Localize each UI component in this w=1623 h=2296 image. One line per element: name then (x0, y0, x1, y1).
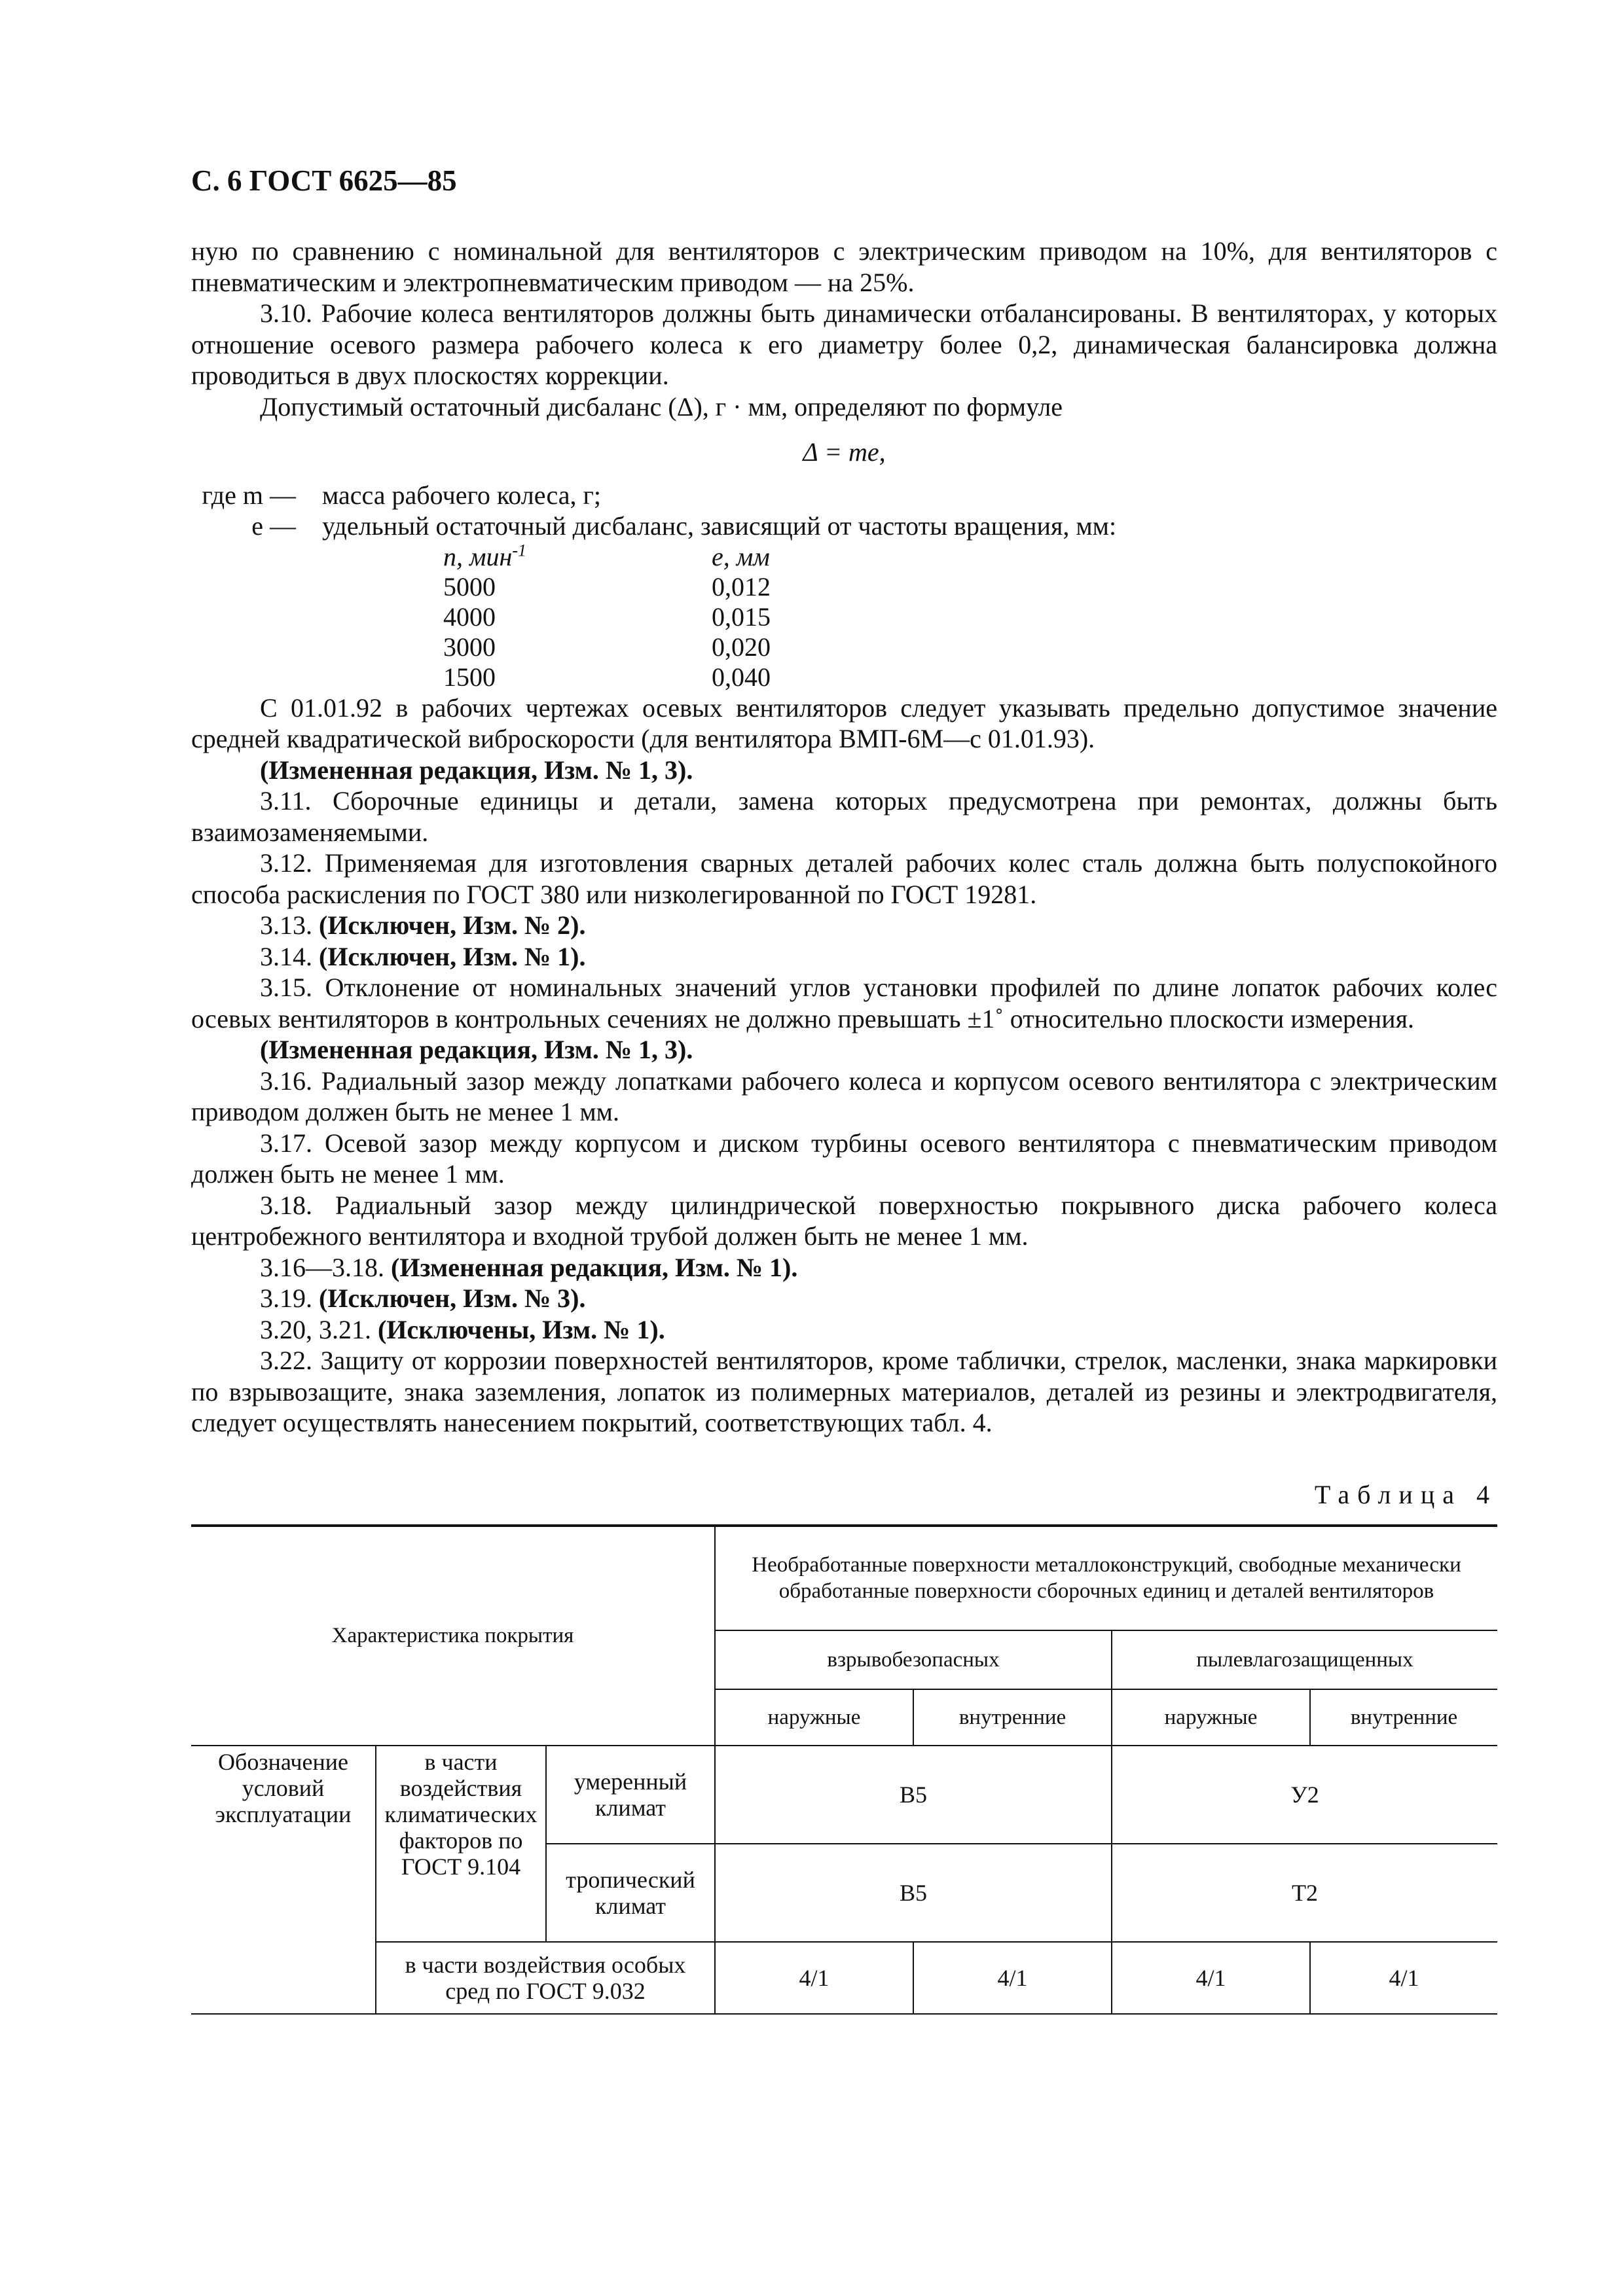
table-caption: Таблица 4 (1314, 1479, 1497, 1509)
header-coating-characteristic: Характеристика покрытия (191, 1526, 715, 1746)
value-special: 4/1 (1112, 1942, 1310, 2014)
definition-text: масса рабочего колеса, г; (322, 480, 601, 510)
paragraph-3-18: 3.18. Радиальный зазор между цилиндрической поверхностью покрывного диска рабочего колеса центробежного вентилятора и входной трубой должен быть не менее 1 мм. (191, 1190, 1497, 1251)
paragraph-3-14: 3.14. (Исключен, Изм. № 1). (260, 941, 586, 971)
definition-e (191, 511, 1497, 542)
paragraph-residual-imbalance: Допустимый остаточный дисбаланс (Δ), г · мм, определяют по формуле (260, 391, 1063, 422)
lookup-row: 4000 0,015 (443, 601, 771, 632)
row-climatic-factors: в части воздействия климатических факторов по ГОСТ 9.104 (376, 1746, 546, 1942)
coating-table (191, 1524, 1497, 2015)
value-special: 4/1 (715, 1942, 913, 2014)
value-special: 4/1 (1310, 1942, 1497, 2014)
row-moderate-climate: умеренный климат (546, 1746, 715, 1844)
value-special: 4/1 (913, 1942, 1112, 2014)
paragraph-3-13: 3.13. (Исключен, Изм. № 2). (260, 910, 586, 940)
header-outer: наружные (715, 1689, 913, 1746)
lookup-header-n: n, мин$^{-1}$ (443, 541, 527, 571)
formula: Δ = me, (803, 437, 886, 467)
paragraph-3-15: 3.15. Отклонение от номинальных значений углов установки профилей по длине лопаток рабочих колес осевых вентиляторов в контрольных сечениях не должно превышать ±1˚ относительно плоскости измерения. (191, 973, 1497, 1033)
edition-note: (Измененная редакция, Изм. № 1, 3). (260, 755, 693, 785)
paragraph-vibration-date: С 01.01.92 в рабочих чертежах осевых вентиляторов следует указывать предельно допустимое значение средней квадратической виброскорости (для вентилятора ВМП-6М—с 01.01.93). (191, 692, 1497, 753)
paragraph-3-11: 3.11. Сборочные единицы и детали, замена которых предусмотрена при ремонтах, должны быть взаимозаменяемыми. (191, 786, 1497, 847)
row-special-media: в части воздействия особых сред по ГОСТ 9.032 (376, 1942, 715, 2014)
header-dust-moisture-proof: пылевлагозащищенных (1112, 1630, 1497, 1689)
lookup-header-e: e, мм (712, 541, 770, 571)
value-moderate-dust: У2 (1112, 1746, 1497, 1844)
definition-text: удельный остаточный дисбаланс, зависящий от частоты вращения, мм: (322, 511, 1117, 541)
paragraph-3-12: 3.12. Применяемая для изготовления сварных деталей рабочих колес сталь должна быть полуспокойного способа раскисления по ГОСТ 380 или низколегированной по ГОСТ 19281. (191, 848, 1497, 909)
imbalance-lookup-table (443, 542, 1497, 692)
edition-note: (Измененная редакция, Изм. № 1, 3). (260, 1035, 693, 1064)
header-inner: внутренние (1310, 1689, 1497, 1746)
paragraph-3-22: 3.22. Защиту от коррозии поверхностей вентиляторов, кроме таблички, стрелок, масленки, знака маркировки по взрывозащите, знака заземления, лопаток из полимерных материалов, деталей из резины и электродвигателя, следует осуществлять нанесением покрытий, соответствующих табл. 4. (191, 1346, 1497, 1437)
lookup-row: 5000 0,012 (443, 571, 771, 601)
header-surfaces: Необработанные поверхности металлоконструкций, свободные механически обработанные поверхности сборочных единиц и деталей вентиляторов (715, 1526, 1497, 1630)
formula-definitions (191, 480, 1497, 542)
lookup-header (443, 542, 1497, 572)
paragraph-3-17: 3.17. Осевой зазор между корпусом и диском турбины осевого вентилятора с пневматическим приводом должен быть не менее 1 мм. (191, 1128, 1497, 1189)
document-page (191, 164, 1497, 2015)
paragraph-3-20-3-21: 3.20, 3.21. (Исключены, Изм. № 1). (260, 1314, 665, 1344)
definition-label: где m — (202, 480, 296, 510)
definition-m (191, 480, 1497, 511)
value-tropical-dust: Т2 (1112, 1844, 1497, 1942)
paragraph-continuation: ную по сравнению с номинальной для вентиляторов с электрическим приводом на 10%, для вентиляторов с пневматическим и электропневматическим приводом — на 25%. (191, 236, 1497, 297)
paragraph-3-16-3-18: 3.16—3.18. (Измененная редакция, Изм. № 1). (260, 1252, 798, 1282)
paragraph-3-16: 3.16. Радиальный зазор между лопатками рабочего колеса и корпусом осевого вентилятора с электрическим приводом должен быть не менее 1 мм. (191, 1066, 1497, 1126)
lookup-row: 1500 0,040 (443, 662, 771, 692)
page-header: С. 6 ГОСТ 6625—85 (191, 164, 457, 197)
paragraph-3-10: 3.10. Рабочие колеса вентиляторов должны быть динамически отбалансированы. В вентиляторах, у которых отношение осевого размера рабочего колеса к его диаметру более 0,2, динамическая балансировка должна проводиться в двух плоскостях коррекции. (191, 298, 1497, 390)
paragraph-3-19: 3.19. (Исключен, Изм. № 3). (260, 1283, 586, 1313)
row-tropical-climate: тропический климат (546, 1844, 715, 1942)
definition-label: e — (251, 511, 296, 541)
header-explosion-proof: взрывобезопасных (715, 1630, 1112, 1689)
value-tropical-explosion: В5 (715, 1844, 1112, 1942)
header-outer: наружные (1112, 1689, 1310, 1746)
row-designation: Обозначение условий эксплуатации (191, 1746, 376, 2014)
lookup-row: 3000 0,020 (443, 632, 771, 662)
value-moderate-explosion: В5 (715, 1746, 1112, 1844)
header-inner: внутренние (913, 1689, 1112, 1746)
